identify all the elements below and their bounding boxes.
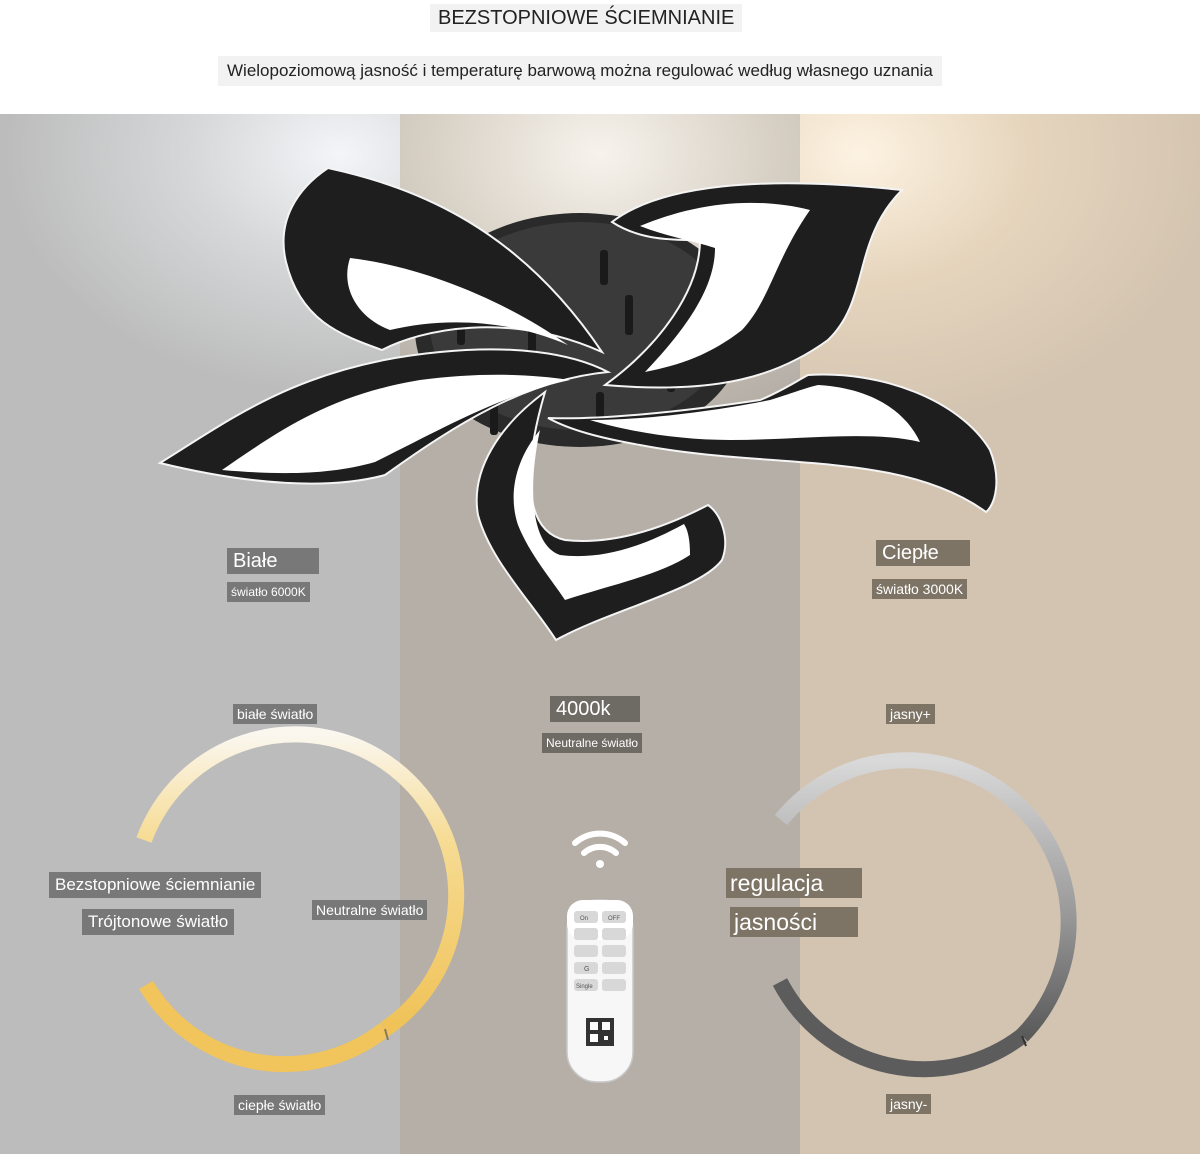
white-light-label: białe światło (233, 704, 317, 724)
brightness-down-label: jasny- (886, 1094, 931, 1114)
remote-g-label: G (584, 966, 590, 973)
page-title: BEZSTOPNIOWE ŚCIEMNIANIE (430, 4, 742, 32)
remote-control (567, 900, 633, 1082)
warm-mode-detail: światło 3000K (872, 579, 967, 599)
brightness-title-line-2: jasności (730, 907, 858, 937)
tricolor-light-label: Trójtonowe światło (82, 909, 234, 935)
remote-off-label: OFF (608, 916, 620, 922)
white-mode-detail: światło 6000K (227, 582, 310, 602)
wifi-icon (575, 834, 625, 868)
brightness-ring-arc-bottom (780, 982, 1022, 1069)
brightness-ring-arc-top (781, 760, 1069, 1036)
brightness-title-line-1: regulacja (726, 868, 862, 898)
remote-on-label: On (580, 916, 589, 922)
stepless-dimming-label: Bezstopniowe ściemnianie (49, 872, 261, 898)
neutral-mode-detail: Neutralne światło (542, 733, 642, 753)
white-mode-name: Białe (227, 548, 319, 574)
page-subtitle: Wielopoziomową jasność i temperaturę barwową można regulować według własnego uznania (218, 56, 942, 86)
neutral-mode-name: 4000k (550, 696, 640, 722)
warm-mode-name: Ciepłe (876, 540, 970, 566)
warm-light-label: ciepłe światło (234, 1095, 325, 1115)
remote-single-label: Single (576, 984, 593, 990)
neutral-light-label: Neutralne światło (312, 900, 427, 920)
warm-ring-arc-bottom (146, 985, 385, 1064)
brightness-up-label: jasny+ (886, 704, 935, 724)
